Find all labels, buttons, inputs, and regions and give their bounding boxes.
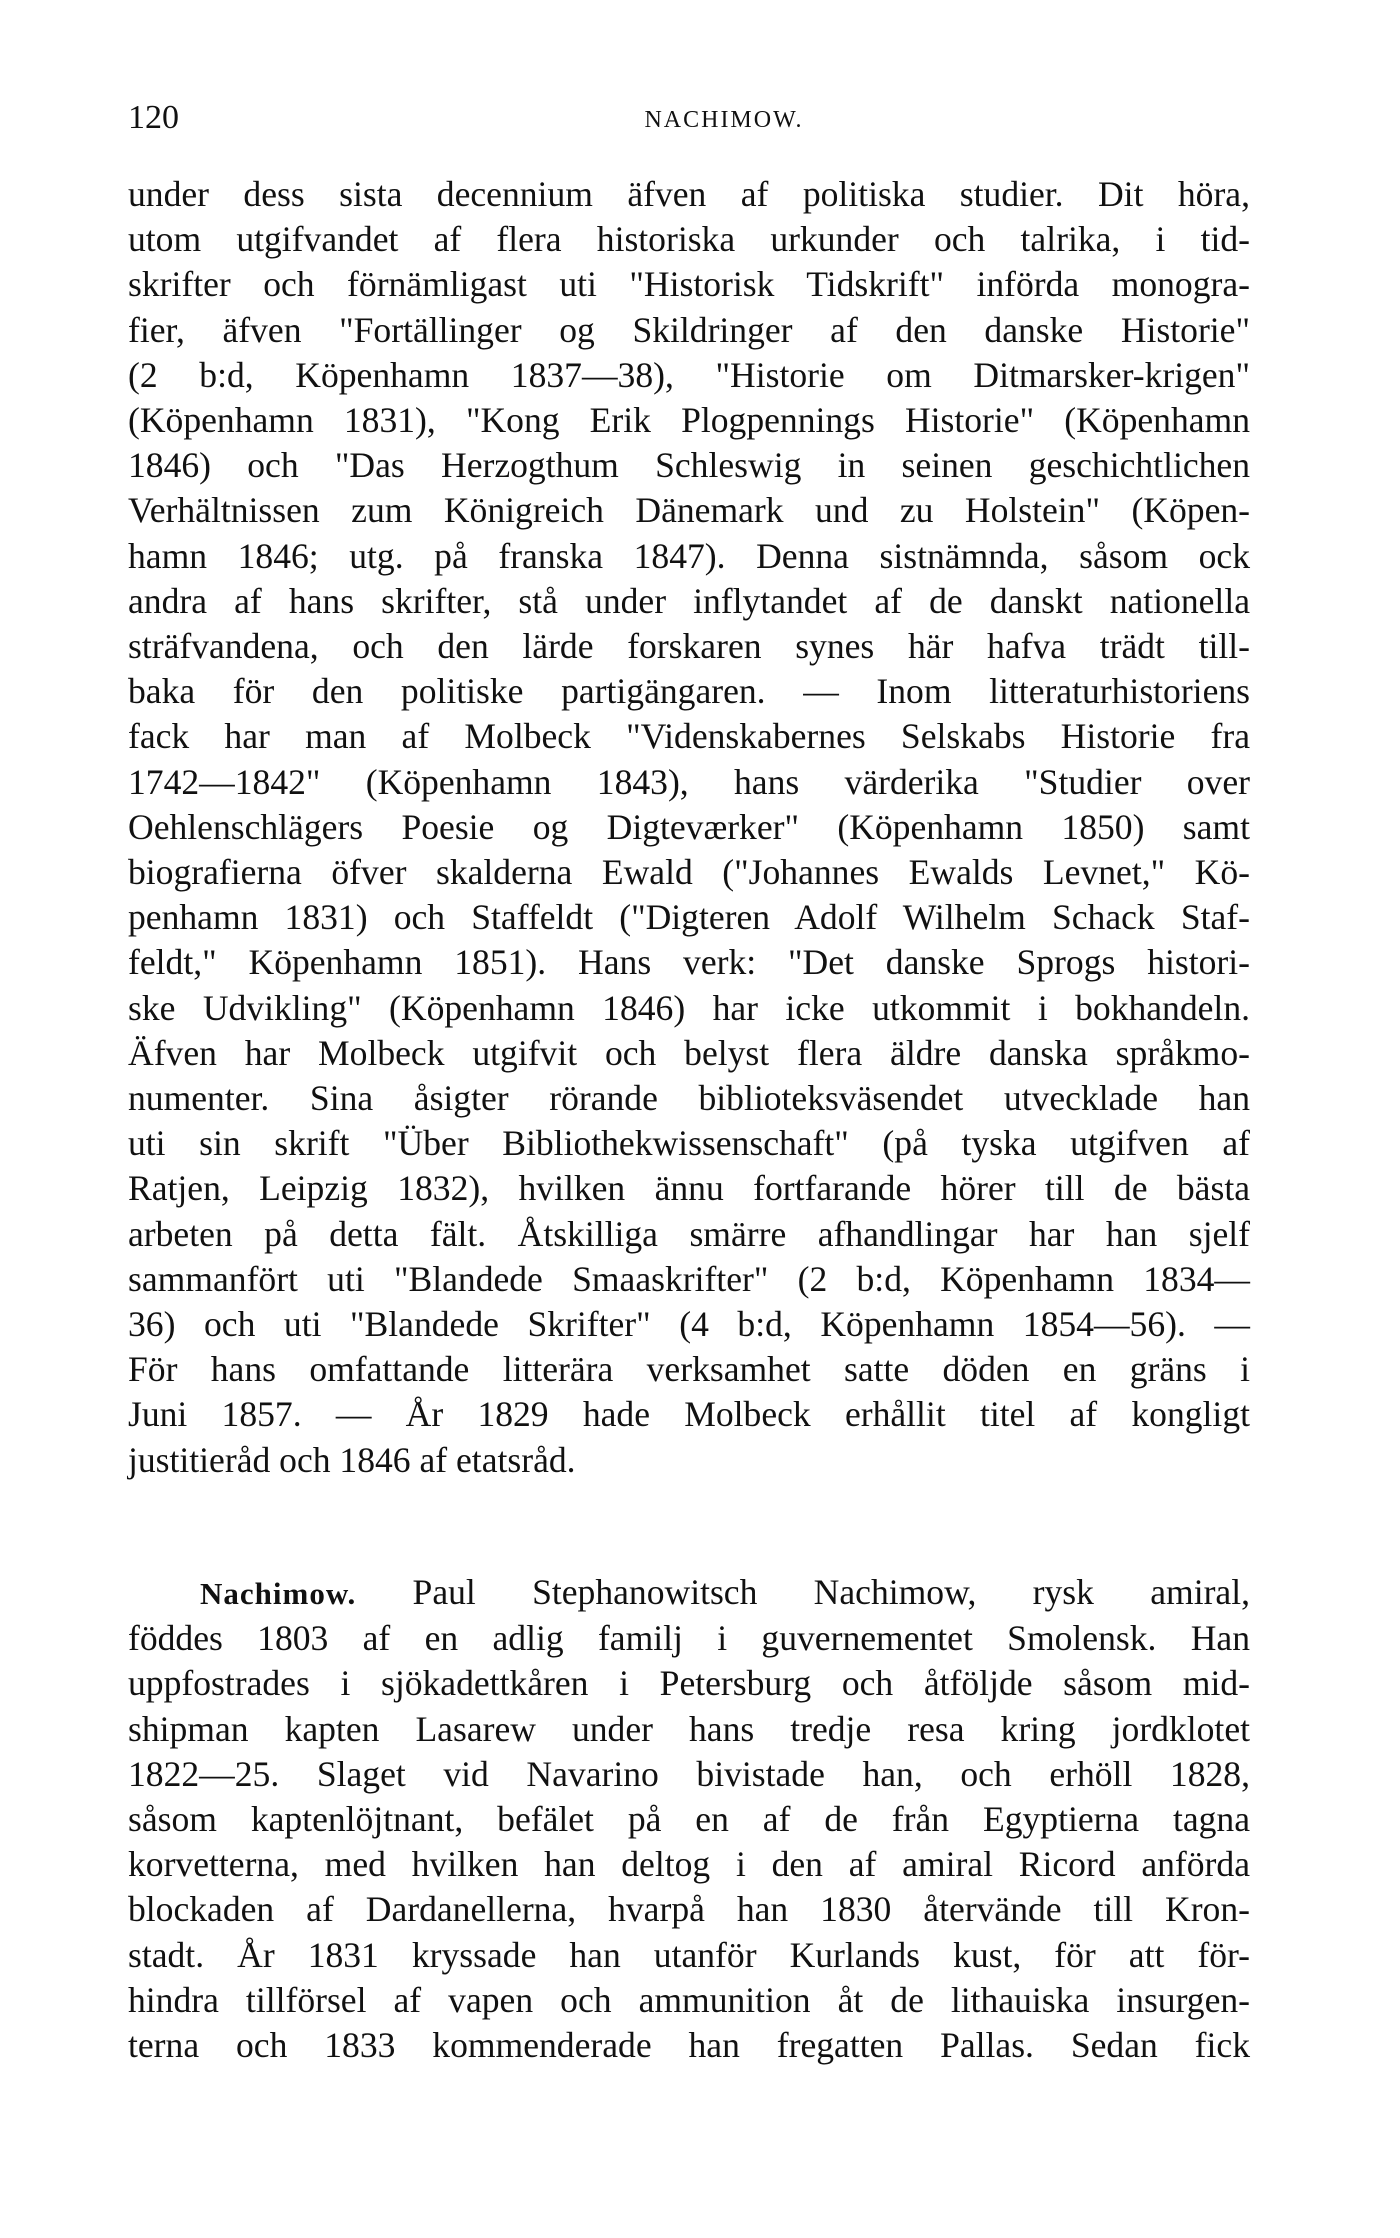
page-number: 120 <box>128 99 179 136</box>
text-line: sammanfört uti "Blandede Smaaskrifter" (2 b:d, Köpenhamn 1834— <box>128 1258 1250 1299</box>
text-line: Juni 1857. — År 1829 hade Molbeck erhållit titel af kongligt <box>128 1394 1250 1435</box>
paragraph-nachimow <box>128 1570 1250 2068</box>
text-line: feldt," Köpenhamn 1851). Hans verk: "Det danske Sprogs histori- <box>128 942 1250 983</box>
text-line: numenter. Sina åsigter rörande biblioteksväsendet utvecklade han <box>128 1078 1250 1119</box>
text-line: fier, äfven "Fortällinger og Skildringer af den danske Historie" <box>128 309 1250 350</box>
text-line: (Köpenhamn 1831), "Kong Erik Plogpennings Historie" (Köpenhamn <box>128 400 1250 441</box>
running-title: NACHIMOW. <box>644 107 804 133</box>
text-line: hamn 1846; utg. på franska 1847). Denna sistnämnda, såsom ock <box>128 535 1250 576</box>
text-line: shipman kapten Lasarew under hans tredje resa kring jordklotet <box>128 1708 1250 1749</box>
text-line: 1822—25. Slaget vid Navarino bivistade han, och erhöll 1828, <box>128 1753 1250 1794</box>
text-line: Verhältnissen zum Königreich Dänemark und zu Holstein" (Köpen- <box>128 490 1250 531</box>
text-line: blockaden af Dardanellerna, hvarpå han 1830 återvände till Kron- <box>128 1889 1250 1930</box>
running-head <box>128 98 1250 138</box>
text-line: arbeten på detta fält. Åtskilliga smärre afhandlingar har han sjelf <box>128 1213 1250 1254</box>
text-line: ske Udvikling" (Köpenhamn 1846) har icke utkommit i bokhandeln. <box>128 987 1250 1028</box>
paragraph-molbeck <box>128 172 1250 1483</box>
text-line: terna och 1833 kommenderade han fregatten Pallas. Sedan fick <box>128 2025 1250 2066</box>
text-line: penhamn 1831) och Staffeldt ("Digteren Adolf Wilhelm Schack Staf- <box>128 897 1250 938</box>
text-line <box>128 1570 1250 1616</box>
text-line: föddes 1803 af en adlig familj i guvernementet Smolensk. Han <box>128 1618 1250 1659</box>
text-line: under dess sista decennium äfven af politiska studier. Dit höra, <box>128 174 1250 214</box>
text-line: 1742—1842" (Köpenhamn 1843), hans värderika "Studier over <box>128 761 1250 802</box>
entry-headword: Nachimow. <box>200 1576 357 1611</box>
text-line: uppfostrades i sjökadettkåren i Petersburg och åtföljde såsom mid- <box>128 1663 1250 1704</box>
text-line: stadt. År 1831 kryssade han utanför Kurlands kust, för att för- <box>128 1934 1250 1975</box>
text-line: Oehlenschlägers Poesie og Digteværker" (Köpenhamn 1850) samt <box>128 806 1250 847</box>
text-line: sträfvandena, och den lärde forskaren synes här hafva trädt till- <box>128 626 1250 667</box>
text-line: uti sin skrift "Über Bibliothekwissenschaft" (på tyska utgifven af <box>128 1123 1250 1164</box>
text-line: justitieråd och 1846 af etatsråd. <box>128 1439 576 1480</box>
text-line: skrifter och förnämligast uti "Historisk Tidskrift" införda monogra- <box>128 264 1250 305</box>
text-line: Ratjen, Leipzig 1832), hvilken ännu fortfarande hörer till de bästa <box>128 1168 1250 1209</box>
text-line: (2 b:d, Köpenhamn 1837—38), "Historie om Ditmarsker-krigen" <box>128 354 1250 395</box>
text-line: såsom kaptenlöjtnant, befälet på en af de från Egyptierna tagna <box>128 1799 1250 1840</box>
text-line: fack har man af Molbeck "Videnskabernes Selskabs Historie fra <box>128 716 1250 757</box>
text-line: 1846) och "Das Herzogthum Schleswig in seinen geschichtlichen <box>128 445 1250 486</box>
text-line: Äfven har Molbeck utgifvit och belyst flera äldre danska språkmo- <box>128 1032 1250 1073</box>
entry-first-line: Paul Stephanowitsch Nachimow, rysk amiral, <box>412 1572 1250 1612</box>
text-line: utom utgifvandet af flera historiska urkunder och talrika, i tid- <box>128 219 1250 260</box>
text-line: För hans omfattande litterära verksamhet satte döden en gräns i <box>128 1349 1250 1390</box>
text-line: biografierna öfver skalderna Ewald ("Johannes Ewalds Levnet," Kö- <box>128 852 1250 893</box>
text-line: korvetterna, med hvilken han deltog i den af amiral Ricord anförda <box>128 1844 1250 1885</box>
text-line: hindra tillförsel af vapen och ammunition åt de lithauiska insurgen- <box>128 1979 1250 2020</box>
text-line: 36) och uti "Blandede Skrifter" (4 b:d, Köpenhamn 1854—56). — <box>128 1304 1250 1345</box>
text-line: baka för den politiske partigängaren. — Inom litteraturhistoriens <box>128 671 1250 712</box>
text-line: andra af hans skrifter, stå under inflytandet af de danskt nationella <box>128 580 1250 621</box>
